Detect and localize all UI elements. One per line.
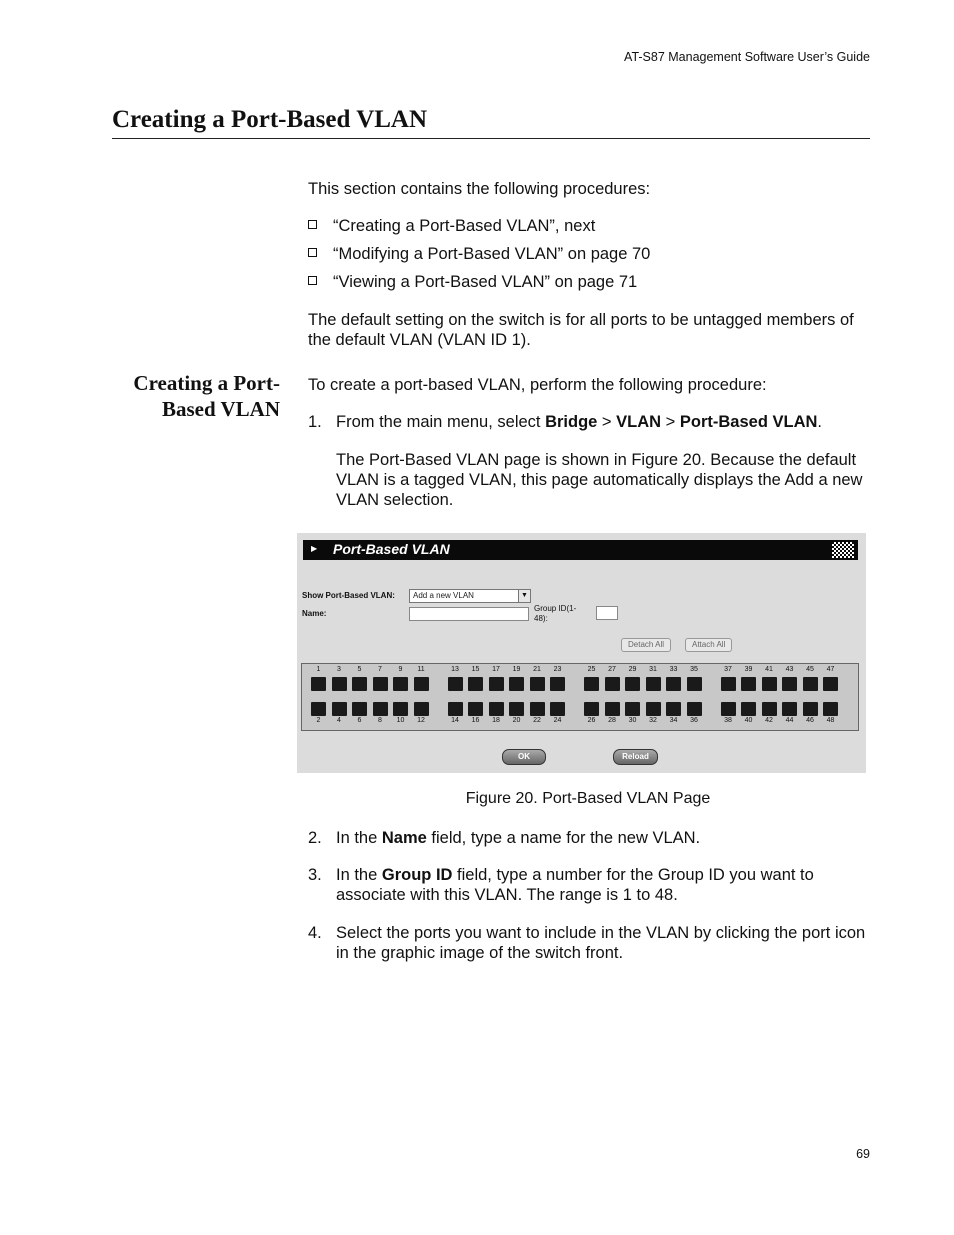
port-icon[interactable] <box>605 702 620 716</box>
port-icon[interactable] <box>414 677 429 691</box>
port-label: 18 <box>492 717 500 724</box>
show-vlan-select[interactable]: Add a new VLAN ▼ <box>409 589 531 603</box>
port-icon[interactable] <box>584 677 599 691</box>
port-label: 25 <box>587 666 596 673</box>
port-icon[interactable] <box>311 702 326 716</box>
port-label: 48 <box>826 717 835 724</box>
port-icon[interactable] <box>823 677 838 691</box>
port-icon[interactable] <box>646 702 661 716</box>
port-label: 37 <box>724 666 732 673</box>
port-icon[interactable] <box>762 677 777 691</box>
logo-icon <box>832 542 854 558</box>
port-label: 28 <box>608 717 616 724</box>
port-icon[interactable] <box>666 702 681 716</box>
figure-titlebar <box>303 540 858 560</box>
port-icon[interactable] <box>762 702 777 716</box>
port-label: 46 <box>806 717 814 724</box>
port-icon[interactable] <box>393 677 408 691</box>
port-icon[interactable] <box>373 677 388 691</box>
bullet-item: “Modifying a Port-Based VLAN” on page 70 <box>308 244 650 264</box>
section-title: Creating a Port-Based VLAN <box>112 106 870 139</box>
bullet-item: “Viewing a Port-Based VLAN” on page 71 <box>308 272 637 292</box>
port-label: 17 <box>492 666 500 673</box>
port-label: 19 <box>512 666 521 673</box>
port-icon[interactable] <box>823 702 838 716</box>
port-icon[interactable] <box>721 677 736 691</box>
figure-port-based-vlan <box>297 533 866 773</box>
port-label: 13 <box>451 666 459 673</box>
checkbox-bullet-icon <box>308 276 317 285</box>
figure-caption: Figure 20. Port-Based VLAN Page <box>465 790 711 807</box>
port-label: 42 <box>765 717 773 724</box>
procedure-intro: To create a port-based VLAN, perform the following procedure: <box>308 376 767 394</box>
port-icon[interactable] <box>666 677 681 691</box>
port-label: 7 <box>378 666 382 673</box>
port-icon[interactable] <box>803 677 818 691</box>
ok-button[interactable]: OK <box>502 749 546 765</box>
port-icon[interactable] <box>393 702 408 716</box>
bullet-item: “Creating a Port-Based VLAN”, next <box>308 216 595 236</box>
port-icon[interactable] <box>509 677 524 691</box>
port-label: 21 <box>533 666 541 673</box>
port-icon[interactable] <box>468 702 483 716</box>
port-label: 47 <box>826 666 835 673</box>
port-icon[interactable] <box>741 702 756 716</box>
port-label: 12 <box>417 717 425 724</box>
port-icon[interactable] <box>687 702 702 716</box>
group-id-label-1: Group ID(1- <box>534 604 577 613</box>
port-icon[interactable] <box>646 677 661 691</box>
port-icon[interactable] <box>489 702 504 716</box>
port-label: 34 <box>669 717 678 724</box>
port-label: 39 <box>744 666 753 673</box>
port-label: 14 <box>451 717 459 724</box>
port-label: 26 <box>587 717 596 724</box>
reload-button[interactable]: Reload <box>613 749 658 765</box>
intro-text: This section contains the following procedures: <box>308 180 651 198</box>
port-label: 16 <box>471 717 480 724</box>
port-icon[interactable] <box>550 702 565 716</box>
port-label: 27 <box>608 666 616 673</box>
port-label: 38 <box>724 717 732 724</box>
port-label: 2 <box>316 717 321 724</box>
port-label: 43 <box>785 666 794 673</box>
port-icon[interactable] <box>352 702 367 716</box>
attach-all-button[interactable]: Attach All <box>685 638 732 652</box>
step-4: 4. Select the ports you want to include in the VLAN by clicking the port icon in the graphic image of the switch front. <box>308 924 866 962</box>
port-label: 4 <box>337 717 341 724</box>
show-vlan-label: Show Port-Based VLAN: <box>302 591 395 600</box>
port-icon[interactable] <box>803 702 818 716</box>
port-label: 32 <box>649 717 657 724</box>
port-label: 15 <box>471 666 480 673</box>
detach-all-button[interactable]: Detach All <box>621 638 671 652</box>
port-label: 31 <box>649 666 657 673</box>
port-icon[interactable] <box>625 702 640 716</box>
step-1: 1. From the main menu, select Bridge > VLAN > Port-Based VLAN. <box>308 413 823 431</box>
port-icon[interactable] <box>687 677 702 691</box>
port-label: 35 <box>690 666 698 673</box>
switch-front-panel <box>301 663 859 731</box>
port-icon[interactable] <box>352 677 367 691</box>
group-id-label-2: 48): <box>534 614 548 623</box>
port-icon[interactable] <box>625 677 640 691</box>
port-label: 44 <box>785 717 794 724</box>
name-label: Name: <box>302 609 327 618</box>
port-label: 10 <box>396 717 405 724</box>
port-icon[interactable] <box>414 702 429 716</box>
port-label: 23 <box>553 666 562 673</box>
side-heading: Creating a Port- Based VLAN <box>133 371 280 421</box>
port-icon[interactable] <box>489 677 504 691</box>
port-icon[interactable] <box>468 677 483 691</box>
port-label: 8 <box>378 717 382 724</box>
port-label: 29 <box>628 666 637 673</box>
port-icon[interactable] <box>584 702 599 716</box>
group-id-input[interactable] <box>596 606 618 620</box>
port-label: 6 <box>357 717 362 724</box>
port-label: 24 <box>553 717 562 724</box>
port-icon[interactable] <box>448 702 463 716</box>
port-label: 5 <box>357 666 362 673</box>
port-label: 33 <box>669 666 678 673</box>
port-label: 36 <box>690 717 698 724</box>
port-label: 45 <box>806 666 814 673</box>
port-icon[interactable] <box>373 702 388 716</box>
port-icon[interactable] <box>332 702 347 716</box>
port-label: 41 <box>765 666 773 673</box>
port-icon[interactable] <box>332 677 347 691</box>
checkbox-bullet-icon <box>308 220 317 229</box>
figure-page-title: Port-Based VLAN <box>333 541 450 557</box>
arrow-right-icon: ▶ <box>311 544 318 553</box>
name-input[interactable] <box>409 607 529 621</box>
port-icon[interactable] <box>782 702 797 716</box>
port-icon[interactable] <box>782 677 797 691</box>
port-label: 20 <box>512 717 521 724</box>
port-icon[interactable] <box>530 702 545 716</box>
checkbox-bullet-icon <box>308 248 317 257</box>
port-label: 40 <box>744 717 753 724</box>
port-label: 3 <box>337 666 341 673</box>
step-1-detail: The Port-Based VLAN page is shown in Figure 20. Because the default VLAN is a tagged VLAN, this page automatically displays the Add a new VLAN selection. <box>336 451 863 509</box>
port-icon[interactable] <box>721 702 736 716</box>
page-number: 69 <box>856 1147 870 1161</box>
port-icon[interactable] <box>605 677 620 691</box>
default-note: The default setting on the switch is for all ports to be untagged members of the default VLAN (VLAN ID 1). <box>308 311 854 349</box>
step-3: 3. In the Group ID field, type a number for the Group ID you want to associate with this VLAN. The range is 1 to 48. <box>308 866 814 904</box>
port-label: 1 <box>316 666 321 673</box>
port-label: 30 <box>628 717 637 724</box>
chevron-down-icon[interactable]: ▼ <box>518 590 530 602</box>
port-label: 9 <box>398 666 403 673</box>
port-icon[interactable] <box>550 677 565 691</box>
port-label: 11 <box>417 666 425 673</box>
port-icon[interactable] <box>530 677 545 691</box>
port-icon[interactable] <box>448 677 463 691</box>
running-header: AT-S87 Management Software User’s Guide <box>624 50 870 64</box>
port-label: 22 <box>533 717 541 724</box>
step-2: 2. In the Name field, type a name for the new VLAN. <box>308 829 701 847</box>
port-icon[interactable] <box>509 702 524 716</box>
port-icon[interactable] <box>311 677 326 691</box>
port-icon[interactable] <box>741 677 756 691</box>
